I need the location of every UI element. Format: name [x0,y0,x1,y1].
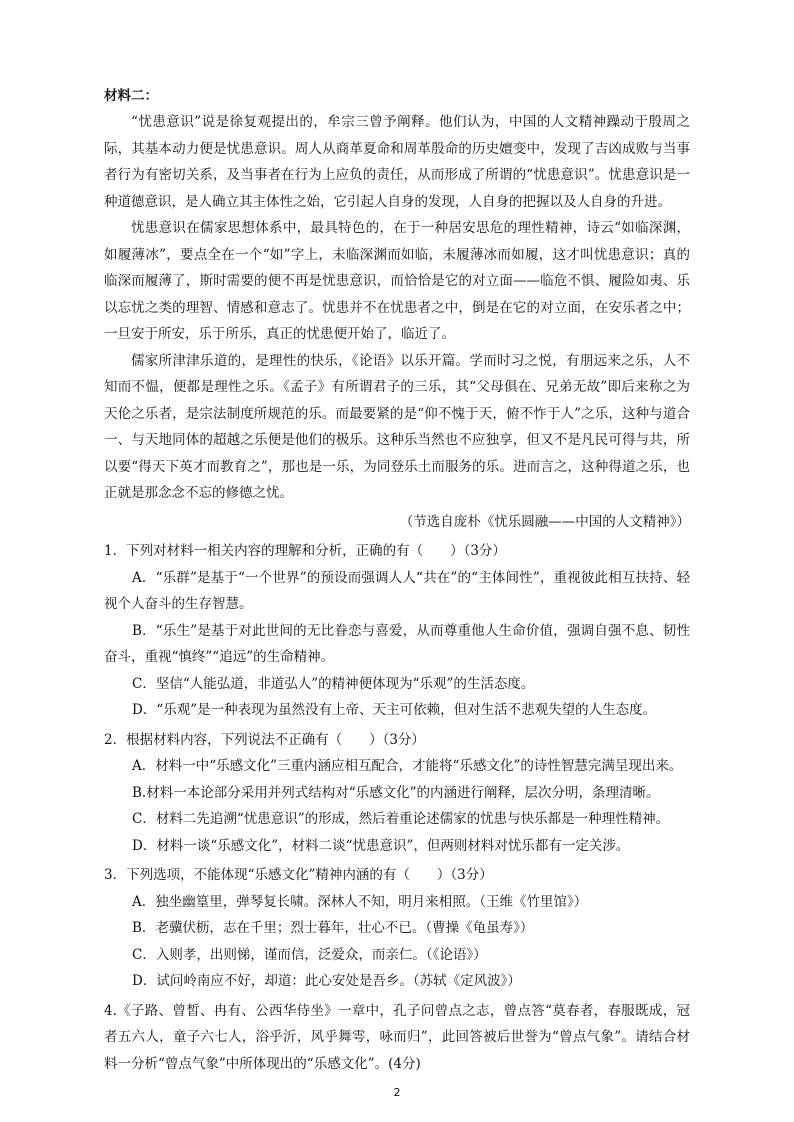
question-4 [104,998,690,1078]
material-two-paragraph-3: 儒家所津津乐道的，是理性的快乐，《论语》以乐开篇。学而时习之悦，有朋远来之乐，人不知而不愠，便都是理性之乐。《孟子》有所谓君子的三乐，其“父母俱在、兄弟无故”即后来称之为天伦之乐者，是宗法制度所规范的乐。而最要紧的是“仰不愧于天，俯不怍于人”之乐，这种与道合一、与天地同体的超越之乐便是他们的极乐。这种乐当然也不应独享，但又不是凡民可得与共，所以要“得天下英才而教育之”，那也是一乐，为同登乐土而服务的乐。进而言之，这种得道之乐，也正就是那念念不忘的修德之忧。 [104,352,690,501]
question-1-option-a: A．“乐群”是基于“一个世界”的预设而强调人人“共在”的“主体间性”，重视彼此相互扶持、轻视个人奋斗的生存智慧。 [104,569,690,612]
question-3-option-b: B．老骥伏枥，志在千里；烈士暮年，壮心不已。（曹操《龟虽寿》） [132,920,534,936]
page-content [104,83,690,1077]
page-number: 2 [393,1086,401,1099]
question-2-option-b: B.材料一本论部分采用并列式结构对“乐感文化”的内涵进行阐释，层次分明，条理清晰。 [132,784,660,801]
question-1-option-b: B．“乐生”是基于对此世间的无比眷恋与喜爱，从而尊重他人生命价值，强调自强不息、韧性奋斗，重视“慎终”“追远”的生命精神。 [104,622,690,665]
question-2-option-d: D．材料一谈“乐感文化”，材料二谈“忧患意识”，但两则材料对忧乐都有一定关涉。 [132,837,630,854]
question-1 [104,538,690,724]
material-two-heading: 材料二： [104,88,158,104]
question-3-option-a: A．独坐幽篁里，弹琴复长啸。深林人不知，明月来相照。（王维《竹里馆》） [132,893,588,910]
question-2-option-a: A．材料一中“乐感文化”三重内涵应相互配合，才能将“乐感文化”的诗性智慧完满呈现出来。 [132,758,683,774]
question-3-option-d: D．试问岭南应不好，却道：此心安处是吾乡。（苏轼《定风波》） [132,973,521,989]
material-two-source: （节选自庞朴《忧乐圆融——中国的人文精神》） [399,513,690,530]
question-2 [104,727,690,860]
question-3-stem: 3．下列选项，不能体现“乐感文化”精神内涵的有（ ）（3分） [104,867,493,883]
material-two-paragraph-2: 忧患意识在儒家思想体系中，最具特色的，在于一种居安思危的理性精神，诗云“如临深渊，如履薄冰”，要点全在一个“如”字上，未临深渊而如临，未履薄冰而如履，这才叫忧患意识；真的临深而履薄了，斯时需要的便不再是忧患意识，而恰恰是它的对立面——临危不惧、履险如夷、乐以忘忧之类的理智、情感和意志了。忧患并不在忧患者之中，倒是在它的对立面，在安乐者之中；一旦安于所安，乐于所乐，真正的忧患便开始了，临近了。 [104,220,690,342]
question-1-stem: 1．下列对材料一相关内容的理解和分析，正确的有（ ）（3分） [104,543,506,559]
question-3-option-c: C．入则孝，出则悌，谨而信，泛爱众，而亲仁。（《论语》） [132,946,487,963]
question-3 [104,862,690,995]
question-1-option-c: C．坚信“人能弘道，非道弘人”的精神便体现为“乐观”的生活态度。 [132,675,535,692]
material-two-paragraph-1: “忧患意识”说是徐复观提出的，牟宗三曾予阐释。他们认为，中国的人文精神躁动于殷周之际，其基本动力便是忧患意识。周人从商革夏命和周革殷命的历史嬗变中，发现了吉凶成败与当事者行为有密切关系，及当事者在行为上应负的责任，从而形成了所谓的“忧患意识”。忧患意识是一种道德意识，是人确立其主体性之始，它引起人自身的发现，人自身的把握以及人自身的升进。 [104,114,690,210]
question-2-option-c: C．材料二先追溯“忧患意识”的形成，然后着重论述儒家的忧患与快乐都是一种理性精神。 [132,811,670,827]
question-2-stem: 2．根据材料内容，下列说法不正确有（ ）（3分） [104,731,425,748]
question-4-stem: 4.《子路、曾皙、冉有、公西华侍坐》一章中，孔子问曾点之志，曾点答“莫春者，春服既成，冠者五六人，童子六七人，浴乎沂，风乎舞雩，咏而归”，此回答被后世誉为“曾点气象”。请结合材料一分析“曾点气象”中所体现出的“乐感文化”。(4分) [104,1002,690,1072]
question-1-option-d: D．“乐观”是一种表现为虽然没有上帝、天主可依赖，但对生活不悲观失望的人生态度。 [132,702,657,718]
